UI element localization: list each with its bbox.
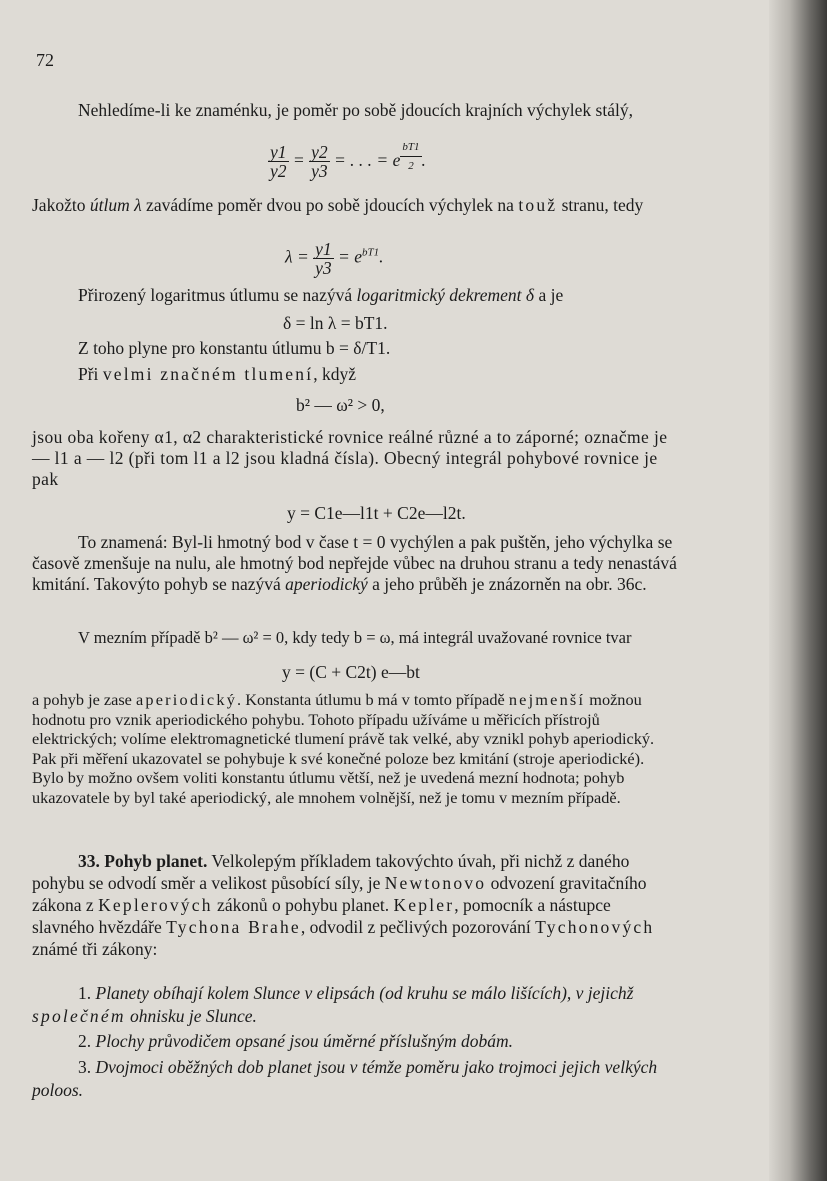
- constant-paragraph: Z toho plyne pro konstantu útlumu b = δ/T1.: [78, 338, 391, 358]
- strong-damping-paragraph: Při velmi značném tlumení, když: [78, 364, 357, 384]
- equation-lambda: λ = $\frac{y1}{y3}$ = $e^{bT1}$.: [285, 239, 384, 278]
- kepler-law-3: 3. Dvojmoci oběžných dob planet jsou v témže poměru jako trojmoci jejich velkých poloos.: [32, 1057, 658, 1100]
- section-33-paragraph: 33. Pohyb planet. Velkolepým příkladem takovýchto úvah, při nichž z daného pohybu se odvodí směr a velikost působící síly, je Newtonovo odvození gravitačního zákona z Keplerových zákonů o pohybu planet. Kepler, pomocník a nástupce slavného hvězdáře Tychona Brahe, odvodil z pečlivých pozorování Tychonových známé tři zákony:: [32, 851, 655, 959]
- damping-paragraph: Jakožto útlum λ zavádíme poměr dvou po sobě jdoucích výchylek na touž stranu, tedy: [32, 195, 644, 215]
- section-heading: 33. Pohyb planet.: [78, 851, 208, 871]
- limit-case-paragraph: V mezním případě b² — ω² = 0, kdy tedy b = ω, má integrál uvažované rovnice tvar: [78, 628, 632, 647]
- equation-limit-case: y = (C + C2t) e—bt: [282, 662, 420, 682]
- equation-delta: δ = ln λ = bT1.: [283, 313, 388, 333]
- equation-ratio: $\frac{y1}{y2}$ = $\frac{y2}{y3}$ = . . . = e $^{\frac{bT1}{2}}$ .: [268, 138, 426, 180]
- kepler-law-1: 1. Planety obíhají kolem Slunce v elipsách (od kruhu se málo lišících), v jejichž společném ohnisku je Slunce.: [32, 983, 634, 1026]
- log-decrement-paragraph: Přirozený logaritmus útlumu se nazývá logaritmický dekrement δ a je: [78, 285, 564, 305]
- aperiodic-instruments-paragraph: a pohyb je zase aperiodický. Konstanta útlumu b má v tomto případě nejmenší možnou hodnotu pro vznik aperiodického pohybu. Tohoto případu užíváme u měřicích přístrojů elektrických; volíme elektromagnetické tlumení právě tak velké, aby vznikl pohyb aperiodický. Pak při měření ukazovatel se pohybuje k své konečné poloze bez kmitání (stroje aperiodické). Bylo by možno ovšem voliti konstantu útlumu větší, než je uvedená mezní hodnota; pohyb ukazovatele by byl také aperiodický, ale mnohem volnější, než je tomu v mezním případě.: [32, 690, 655, 807]
- kepler-law-2: 2. Plochy průvodičem opsané jsou úměrné příslušným dobám.: [78, 1031, 514, 1051]
- equation-condition: b² — ω² > 0,: [296, 395, 385, 415]
- roots-paragraph: jsou oba kořeny α1, α2 charakteristické rovnice reálné různé a to záporné; označme je — l1 a — l2 (při tom l1 a l2 jsou kladná čísla). Obecný integrál pohybové rovnice je pak: [32, 427, 668, 489]
- aperiodic-paragraph: To znamená: Byl-li hmotný bod v čase t = 0 vychýlen a pak puštěn, jeho výchylka se časově zmenšuje na nulu, ale hmotný bod nepřejde vůbec na druhou stranu a tedy nenastává kmitání. Takovýto pohyb se nazývá aperiodický a jeho průběh je znázorněn na obr. 36c.: [32, 532, 677, 594]
- equation-general-integral: y = C1e—l1t + C2e—l2t.: [287, 503, 466, 523]
- page-number: 72: [36, 50, 54, 70]
- intro-paragraph: Nehledíme-li ke znaménku, je poměr po sobě jdoucích krajních výchylek stálý,: [78, 100, 633, 120]
